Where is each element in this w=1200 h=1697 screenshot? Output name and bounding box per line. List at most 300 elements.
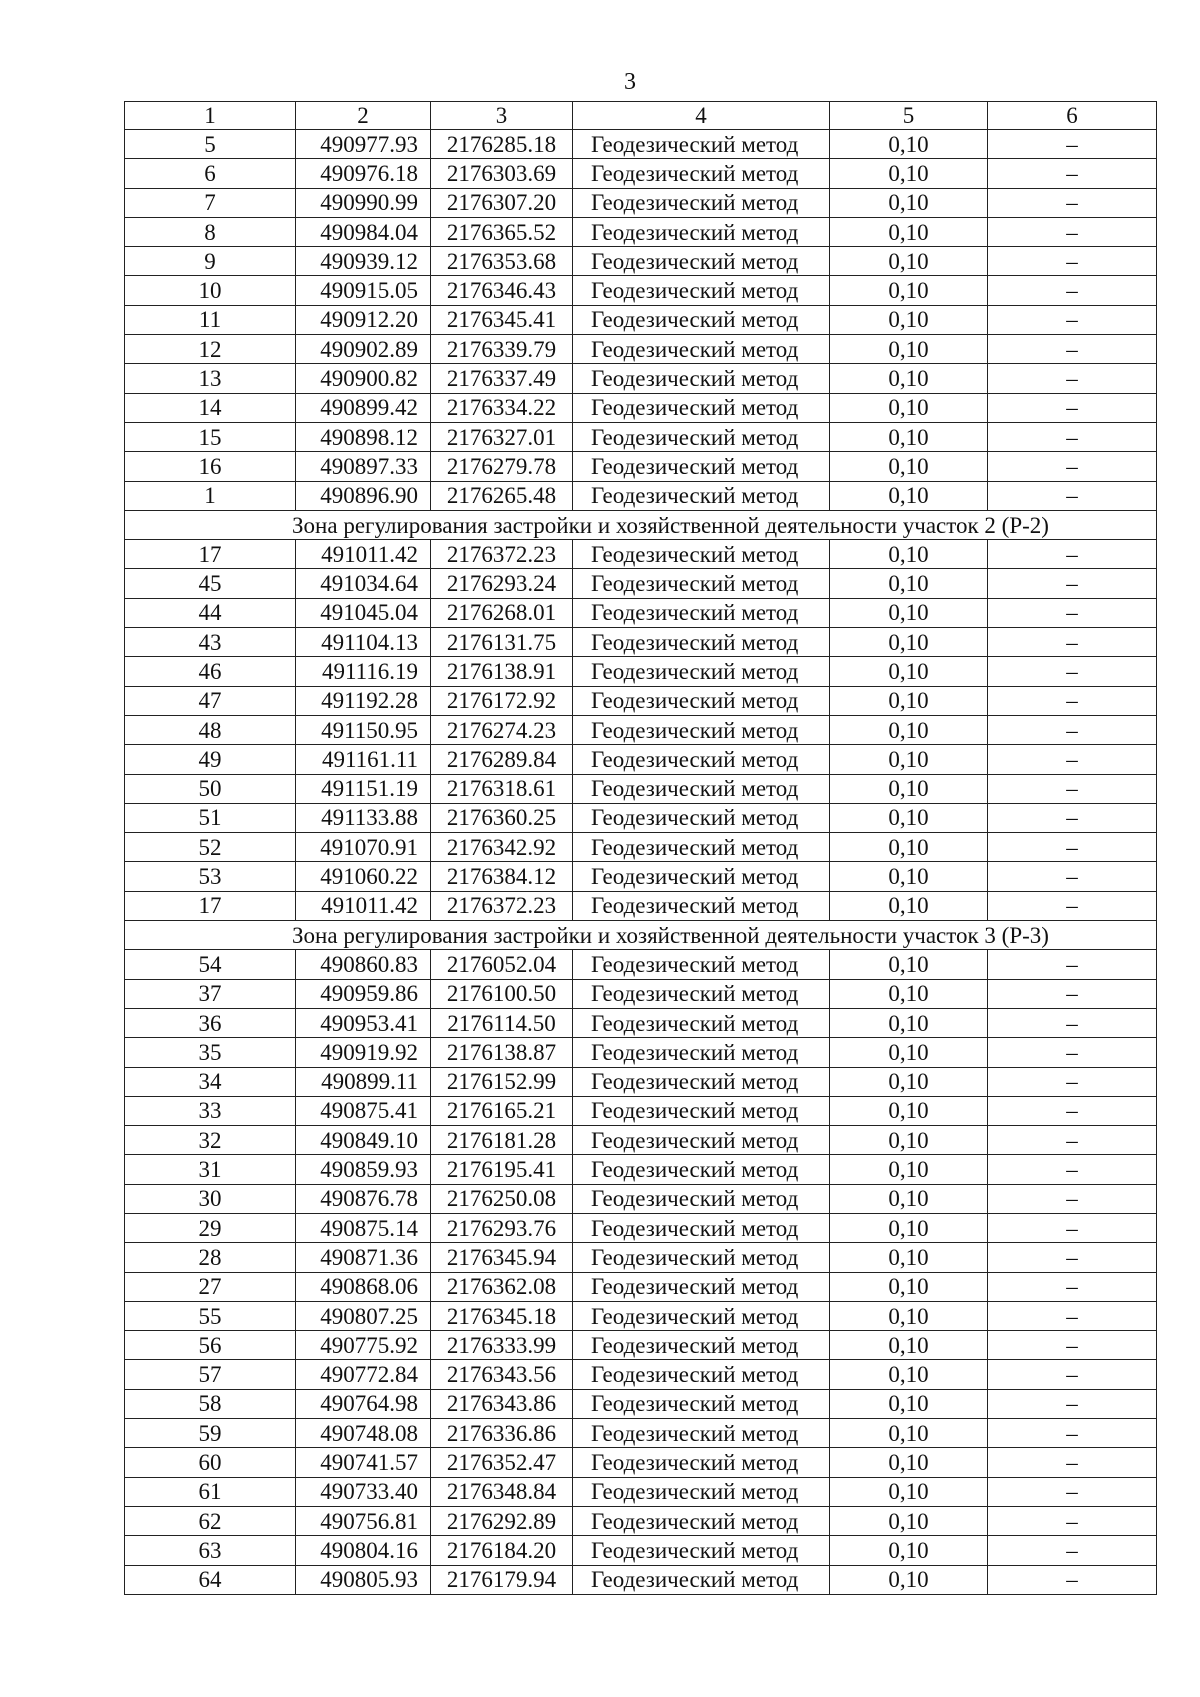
table-row — [125, 1360, 1157, 1389]
note-cell: – — [988, 715, 1157, 744]
note-cell: – — [988, 1301, 1157, 1330]
y-coordinate-cell: 2176343.56 — [431, 1360, 573, 1389]
table-row — [125, 774, 1157, 803]
y-coordinate-cell: 2176165.21 — [431, 1096, 573, 1125]
method-cell: Геодезический метод — [573, 247, 830, 276]
point-number-cell: 11 — [125, 305, 296, 334]
note-cell: – — [988, 891, 1157, 920]
method-cell: Геодезический метод — [573, 1038, 830, 1067]
table-row — [125, 1155, 1157, 1184]
method-cell: Геодезический метод — [573, 422, 830, 451]
accuracy-cell: 0,10 — [830, 1477, 988, 1506]
accuracy-cell: 0,10 — [830, 1448, 988, 1477]
table-row — [125, 1331, 1157, 1360]
note-cell: – — [988, 862, 1157, 891]
note-cell: – — [988, 1477, 1157, 1506]
x-coordinate-cell: 491011.42 — [296, 891, 431, 920]
note-cell: – — [988, 1536, 1157, 1565]
note-cell: – — [988, 628, 1157, 657]
method-cell: Геодезический метод — [573, 803, 830, 832]
note-cell: – — [988, 1008, 1157, 1037]
method-cell: Геодезический метод — [573, 628, 830, 657]
accuracy-cell: 0,10 — [830, 130, 988, 159]
note-cell: – — [988, 1506, 1157, 1535]
accuracy-cell: 0,10 — [830, 159, 988, 188]
point-number-cell: 7 — [125, 188, 296, 217]
method-cell: Геодезический метод — [573, 1506, 830, 1535]
header-cell: 1 — [125, 102, 296, 130]
point-number-cell: 44 — [125, 598, 296, 627]
y-coordinate-cell: 2176293.76 — [431, 1213, 573, 1242]
y-coordinate-cell: 2176289.84 — [431, 745, 573, 774]
zone-title: Зона регулирования застройки и хозяйственной деятельности участок 2 (Р-2) — [125, 510, 1157, 539]
y-coordinate-cell: 2176152.99 — [431, 1067, 573, 1096]
point-number-cell: 13 — [125, 364, 296, 393]
y-coordinate-cell: 2176250.08 — [431, 1184, 573, 1213]
method-cell: Геодезический метод — [573, 130, 830, 159]
accuracy-cell: 0,10 — [830, 1272, 988, 1301]
accuracy-cell: 0,10 — [830, 364, 988, 393]
point-number-cell: 29 — [125, 1213, 296, 1242]
note-cell: – — [988, 1360, 1157, 1389]
point-number-cell: 30 — [125, 1184, 296, 1213]
accuracy-cell: 0,10 — [830, 335, 988, 364]
accuracy-cell: 0,10 — [830, 1389, 988, 1418]
accuracy-cell: 0,10 — [830, 745, 988, 774]
point-number-cell: 33 — [125, 1096, 296, 1125]
point-number-cell: 51 — [125, 803, 296, 832]
x-coordinate-cell: 490898.12 — [296, 422, 431, 451]
point-number-cell: 37 — [125, 979, 296, 1008]
coordinates-table-body — [125, 102, 1157, 1595]
method-cell: Геодезический метод — [573, 774, 830, 803]
y-coordinate-cell: 2176114.50 — [431, 1008, 573, 1037]
method-cell: Геодезический метод — [573, 979, 830, 1008]
table-row — [125, 188, 1157, 217]
note-cell: – — [988, 1419, 1157, 1448]
y-coordinate-cell: 2176372.23 — [431, 891, 573, 920]
table-row — [125, 305, 1157, 334]
y-coordinate-cell: 2176360.25 — [431, 803, 573, 832]
x-coordinate-cell: 490984.04 — [296, 217, 431, 246]
y-coordinate-cell: 2176337.49 — [431, 364, 573, 393]
point-number-cell: 55 — [125, 1301, 296, 1330]
y-coordinate-cell: 2176352.47 — [431, 1448, 573, 1477]
y-coordinate-cell: 2176184.20 — [431, 1536, 573, 1565]
point-number-cell: 49 — [125, 745, 296, 774]
y-coordinate-cell: 2176362.08 — [431, 1272, 573, 1301]
note-cell: – — [988, 1389, 1157, 1418]
method-cell: Геодезический метод — [573, 1067, 830, 1096]
table-row — [125, 598, 1157, 627]
note-cell: – — [988, 1184, 1157, 1213]
header-cell: 2 — [296, 102, 431, 130]
note-cell: – — [988, 1213, 1157, 1242]
note-cell: – — [988, 774, 1157, 803]
point-number-cell: 34 — [125, 1067, 296, 1096]
table-row — [125, 979, 1157, 1008]
x-coordinate-cell: 490875.41 — [296, 1096, 431, 1125]
accuracy-cell: 0,10 — [830, 305, 988, 334]
note-cell: – — [988, 422, 1157, 451]
accuracy-cell: 0,10 — [830, 188, 988, 217]
x-coordinate-cell: 490939.12 — [296, 247, 431, 276]
table-row — [125, 1272, 1157, 1301]
y-coordinate-cell: 2176293.24 — [431, 569, 573, 598]
table-row — [125, 335, 1157, 364]
y-coordinate-cell: 2176138.87 — [431, 1038, 573, 1067]
point-number-cell: 43 — [125, 628, 296, 657]
note-cell: – — [988, 1038, 1157, 1067]
accuracy-cell: 0,10 — [830, 1096, 988, 1125]
y-coordinate-cell: 2176336.86 — [431, 1419, 573, 1448]
table-row — [125, 1213, 1157, 1242]
page-number: 3 — [624, 69, 636, 95]
note-cell: – — [988, 393, 1157, 422]
x-coordinate-cell: 491045.04 — [296, 598, 431, 627]
x-coordinate-cell: 490807.25 — [296, 1301, 431, 1330]
method-cell: Геодезический метод — [573, 1536, 830, 1565]
x-coordinate-cell: 490876.78 — [296, 1184, 431, 1213]
accuracy-cell: 0,10 — [830, 657, 988, 686]
point-number-cell: 64 — [125, 1565, 296, 1594]
accuracy-cell: 0,10 — [830, 540, 988, 569]
note-cell: – — [988, 803, 1157, 832]
point-number-cell: 57 — [125, 1360, 296, 1389]
y-coordinate-cell: 2176346.43 — [431, 276, 573, 305]
method-cell: Геодезический метод — [573, 657, 830, 686]
note-cell: – — [988, 540, 1157, 569]
note-cell: – — [988, 657, 1157, 686]
accuracy-cell: 0,10 — [830, 452, 988, 481]
accuracy-cell: 0,10 — [830, 1008, 988, 1037]
header-cell: 4 — [573, 102, 830, 130]
point-number-cell: 56 — [125, 1331, 296, 1360]
note-cell: – — [988, 1272, 1157, 1301]
y-coordinate-cell: 2176343.86 — [431, 1389, 573, 1418]
point-number-cell: 36 — [125, 1008, 296, 1037]
point-number-cell: 16 — [125, 452, 296, 481]
accuracy-cell: 0,10 — [830, 217, 988, 246]
note-cell: – — [988, 833, 1157, 862]
x-coordinate-cell: 490860.83 — [296, 950, 431, 979]
note-cell: – — [988, 1155, 1157, 1184]
y-coordinate-cell: 2176327.01 — [431, 422, 573, 451]
y-coordinate-cell: 2176307.20 — [431, 188, 573, 217]
x-coordinate-cell: 490977.93 — [296, 130, 431, 159]
accuracy-cell: 0,10 — [830, 481, 988, 510]
table-row — [125, 217, 1157, 246]
y-coordinate-cell: 2176052.04 — [431, 950, 573, 979]
method-cell: Геодезический метод — [573, 1448, 830, 1477]
accuracy-cell: 0,10 — [830, 1506, 988, 1535]
table-row — [125, 130, 1157, 159]
y-coordinate-cell: 2176279.78 — [431, 452, 573, 481]
note-cell: – — [988, 247, 1157, 276]
x-coordinate-cell: 491011.42 — [296, 540, 431, 569]
table-row — [125, 1243, 1157, 1272]
y-coordinate-cell: 2176342.92 — [431, 833, 573, 862]
method-cell: Геодезический метод — [573, 598, 830, 627]
x-coordinate-cell: 490733.40 — [296, 1477, 431, 1506]
x-coordinate-cell: 490959.86 — [296, 979, 431, 1008]
point-number-cell: 45 — [125, 569, 296, 598]
y-coordinate-cell: 2176333.99 — [431, 1331, 573, 1360]
accuracy-cell: 0,10 — [830, 803, 988, 832]
point-number-cell: 59 — [125, 1419, 296, 1448]
accuracy-cell: 0,10 — [830, 1213, 988, 1242]
y-coordinate-cell: 2176353.68 — [431, 247, 573, 276]
note-cell: – — [988, 1126, 1157, 1155]
method-cell: Геодезический метод — [573, 1126, 830, 1155]
y-coordinate-cell: 2176285.18 — [431, 130, 573, 159]
x-coordinate-cell: 490764.98 — [296, 1389, 431, 1418]
note-cell: – — [988, 1067, 1157, 1096]
accuracy-cell: 0,10 — [830, 1419, 988, 1448]
x-coordinate-cell: 490775.92 — [296, 1331, 431, 1360]
x-coordinate-cell: 490849.10 — [296, 1126, 431, 1155]
x-coordinate-cell: 491161.11 — [296, 745, 431, 774]
y-coordinate-cell: 2176318.61 — [431, 774, 573, 803]
x-coordinate-cell: 490804.16 — [296, 1536, 431, 1565]
accuracy-cell: 0,10 — [830, 1038, 988, 1067]
point-number-cell: 58 — [125, 1389, 296, 1418]
y-coordinate-cell: 2176348.84 — [431, 1477, 573, 1506]
x-coordinate-cell: 490915.05 — [296, 276, 431, 305]
point-number-cell: 5 — [125, 130, 296, 159]
point-number-cell: 17 — [125, 540, 296, 569]
accuracy-cell: 0,10 — [830, 247, 988, 276]
x-coordinate-cell: 490875.14 — [296, 1213, 431, 1242]
note-cell: – — [988, 1331, 1157, 1360]
method-cell: Геодезический метод — [573, 1155, 830, 1184]
table-row — [125, 276, 1157, 305]
x-coordinate-cell: 490741.57 — [296, 1448, 431, 1477]
note-cell: – — [988, 686, 1157, 715]
table-row — [125, 1038, 1157, 1067]
method-cell: Геодезический метод — [573, 1477, 830, 1506]
note-cell: – — [988, 598, 1157, 627]
note-cell: – — [988, 569, 1157, 598]
table-row — [125, 1096, 1157, 1125]
method-cell: Геодезический метод — [573, 364, 830, 393]
method-cell: Геодезический метод — [573, 217, 830, 246]
point-number-cell: 14 — [125, 393, 296, 422]
table-row — [125, 950, 1157, 979]
accuracy-cell: 0,10 — [830, 1155, 988, 1184]
accuracy-cell: 0,10 — [830, 862, 988, 891]
method-cell: Геодезический метод — [573, 891, 830, 920]
method-cell: Геодезический метод — [573, 686, 830, 715]
method-cell: Геодезический метод — [573, 335, 830, 364]
point-number-cell: 1 — [125, 481, 296, 510]
y-coordinate-cell: 2176345.94 — [431, 1243, 573, 1272]
x-coordinate-cell: 490772.84 — [296, 1360, 431, 1389]
x-coordinate-cell: 490859.93 — [296, 1155, 431, 1184]
x-coordinate-cell: 490897.33 — [296, 452, 431, 481]
x-coordinate-cell: 490756.81 — [296, 1506, 431, 1535]
point-number-cell: 35 — [125, 1038, 296, 1067]
method-cell: Геодезический метод — [573, 1008, 830, 1037]
note-cell: – — [988, 1448, 1157, 1477]
accuracy-cell: 0,10 — [830, 1243, 988, 1272]
point-number-cell: 62 — [125, 1506, 296, 1535]
table-row — [125, 1506, 1157, 1535]
y-coordinate-cell: 2176195.41 — [431, 1155, 573, 1184]
point-number-cell: 63 — [125, 1536, 296, 1565]
method-cell: Геодезический метод — [573, 159, 830, 188]
y-coordinate-cell: 2176292.89 — [431, 1506, 573, 1535]
table-row — [125, 833, 1157, 862]
table-row — [125, 393, 1157, 422]
table-row — [125, 1565, 1157, 1594]
table-row — [125, 1419, 1157, 1448]
table-row — [125, 657, 1157, 686]
method-cell: Геодезический метод — [573, 393, 830, 422]
table-row — [125, 364, 1157, 393]
method-cell: Геодезический метод — [573, 540, 830, 569]
method-cell: Геодезический метод — [573, 452, 830, 481]
point-number-cell: 27 — [125, 1272, 296, 1301]
table-row — [125, 1067, 1157, 1096]
zone-title-row — [125, 510, 1157, 539]
method-cell: Геодезический метод — [573, 950, 830, 979]
note-cell: – — [988, 188, 1157, 217]
x-coordinate-cell: 491133.88 — [296, 803, 431, 832]
method-cell: Геодезический метод — [573, 1272, 830, 1301]
method-cell: Геодезический метод — [573, 569, 830, 598]
note-cell: – — [988, 305, 1157, 334]
point-number-cell: 6 — [125, 159, 296, 188]
table-row — [125, 686, 1157, 715]
accuracy-cell: 0,10 — [830, 1126, 988, 1155]
y-coordinate-cell: 2176303.69 — [431, 159, 573, 188]
table-header-row — [125, 102, 1157, 130]
note-cell: – — [988, 335, 1157, 364]
method-cell: Геодезический метод — [573, 1360, 830, 1389]
method-cell: Геодезический метод — [573, 276, 830, 305]
accuracy-cell: 0,10 — [830, 1360, 988, 1389]
point-number-cell: 28 — [125, 1243, 296, 1272]
x-coordinate-cell: 491034.64 — [296, 569, 431, 598]
method-cell: Геодезический метод — [573, 862, 830, 891]
x-coordinate-cell: 490976.18 — [296, 159, 431, 188]
accuracy-cell: 0,10 — [830, 950, 988, 979]
x-coordinate-cell: 490912.20 — [296, 305, 431, 334]
note-cell: – — [988, 276, 1157, 305]
note-cell: – — [988, 1243, 1157, 1272]
y-coordinate-cell: 2176181.28 — [431, 1126, 573, 1155]
point-number-cell: 61 — [125, 1477, 296, 1506]
table-row — [125, 1448, 1157, 1477]
note-cell: – — [988, 979, 1157, 1008]
method-cell: Геодезический метод — [573, 481, 830, 510]
accuracy-cell: 0,10 — [830, 1184, 988, 1213]
table-row — [125, 481, 1157, 510]
point-number-cell: 10 — [125, 276, 296, 305]
accuracy-cell: 0,10 — [830, 774, 988, 803]
method-cell: Геодезический метод — [573, 745, 830, 774]
y-coordinate-cell: 2176138.91 — [431, 657, 573, 686]
x-coordinate-cell: 490919.92 — [296, 1038, 431, 1067]
table-row — [125, 1184, 1157, 1213]
accuracy-cell: 0,10 — [830, 422, 988, 451]
accuracy-cell: 0,10 — [830, 1067, 988, 1096]
x-coordinate-cell: 490805.93 — [296, 1565, 431, 1594]
note-cell: – — [988, 217, 1157, 246]
method-cell: Геодезический метод — [573, 1419, 830, 1448]
point-number-cell: 46 — [125, 657, 296, 686]
y-coordinate-cell: 2176131.75 — [431, 628, 573, 657]
method-cell: Геодезический метод — [573, 1184, 830, 1213]
y-coordinate-cell: 2176334.22 — [431, 393, 573, 422]
point-number-cell: 60 — [125, 1448, 296, 1477]
x-coordinate-cell: 491116.19 — [296, 657, 431, 686]
method-cell: Геодезический метод — [573, 1389, 830, 1418]
accuracy-cell: 0,10 — [830, 1301, 988, 1330]
x-coordinate-cell: 491104.13 — [296, 628, 431, 657]
accuracy-cell: 0,10 — [830, 628, 988, 657]
accuracy-cell: 0,10 — [830, 891, 988, 920]
note-cell: – — [988, 481, 1157, 510]
table-row — [125, 569, 1157, 598]
point-number-cell: 31 — [125, 1155, 296, 1184]
point-number-cell: 47 — [125, 686, 296, 715]
point-number-cell: 15 — [125, 422, 296, 451]
x-coordinate-cell: 490896.90 — [296, 481, 431, 510]
table-row — [125, 715, 1157, 744]
x-coordinate-cell: 490868.06 — [296, 1272, 431, 1301]
table-row — [125, 422, 1157, 451]
zone-title: Зона регулирования застройки и хозяйственной деятельности участок 3 (Р-3) — [125, 921, 1157, 950]
accuracy-cell: 0,10 — [830, 1331, 988, 1360]
y-coordinate-cell: 2176345.41 — [431, 305, 573, 334]
table-row — [125, 452, 1157, 481]
method-cell: Геодезический метод — [573, 833, 830, 862]
table-row — [125, 891, 1157, 920]
y-coordinate-cell: 2176268.01 — [431, 598, 573, 627]
point-number-cell: 17 — [125, 891, 296, 920]
accuracy-cell: 0,10 — [830, 276, 988, 305]
x-coordinate-cell: 491151.19 — [296, 774, 431, 803]
table-row — [125, 1008, 1157, 1037]
y-coordinate-cell: 2176339.79 — [431, 335, 573, 364]
y-coordinate-cell: 2176384.12 — [431, 862, 573, 891]
point-number-cell: 9 — [125, 247, 296, 276]
accuracy-cell: 0,10 — [830, 393, 988, 422]
method-cell: Геодезический метод — [573, 188, 830, 217]
accuracy-cell: 0,10 — [830, 979, 988, 1008]
y-coordinate-cell: 2176179.94 — [431, 1565, 573, 1594]
table-row — [125, 745, 1157, 774]
x-coordinate-cell: 490871.36 — [296, 1243, 431, 1272]
method-cell: Геодезический метод — [573, 715, 830, 744]
y-coordinate-cell: 2176100.50 — [431, 979, 573, 1008]
x-coordinate-cell: 491070.91 — [296, 833, 431, 862]
x-coordinate-cell: 490748.08 — [296, 1419, 431, 1448]
table-row — [125, 803, 1157, 832]
header-cell: 6 — [988, 102, 1157, 130]
table-row — [125, 1536, 1157, 1565]
table-row — [125, 1126, 1157, 1155]
note-cell: – — [988, 950, 1157, 979]
method-cell: Геодезический метод — [573, 1301, 830, 1330]
point-number-cell: 12 — [125, 335, 296, 364]
note-cell: – — [988, 364, 1157, 393]
note-cell: – — [988, 1565, 1157, 1594]
point-number-cell: 53 — [125, 862, 296, 891]
accuracy-cell: 0,10 — [830, 1536, 988, 1565]
